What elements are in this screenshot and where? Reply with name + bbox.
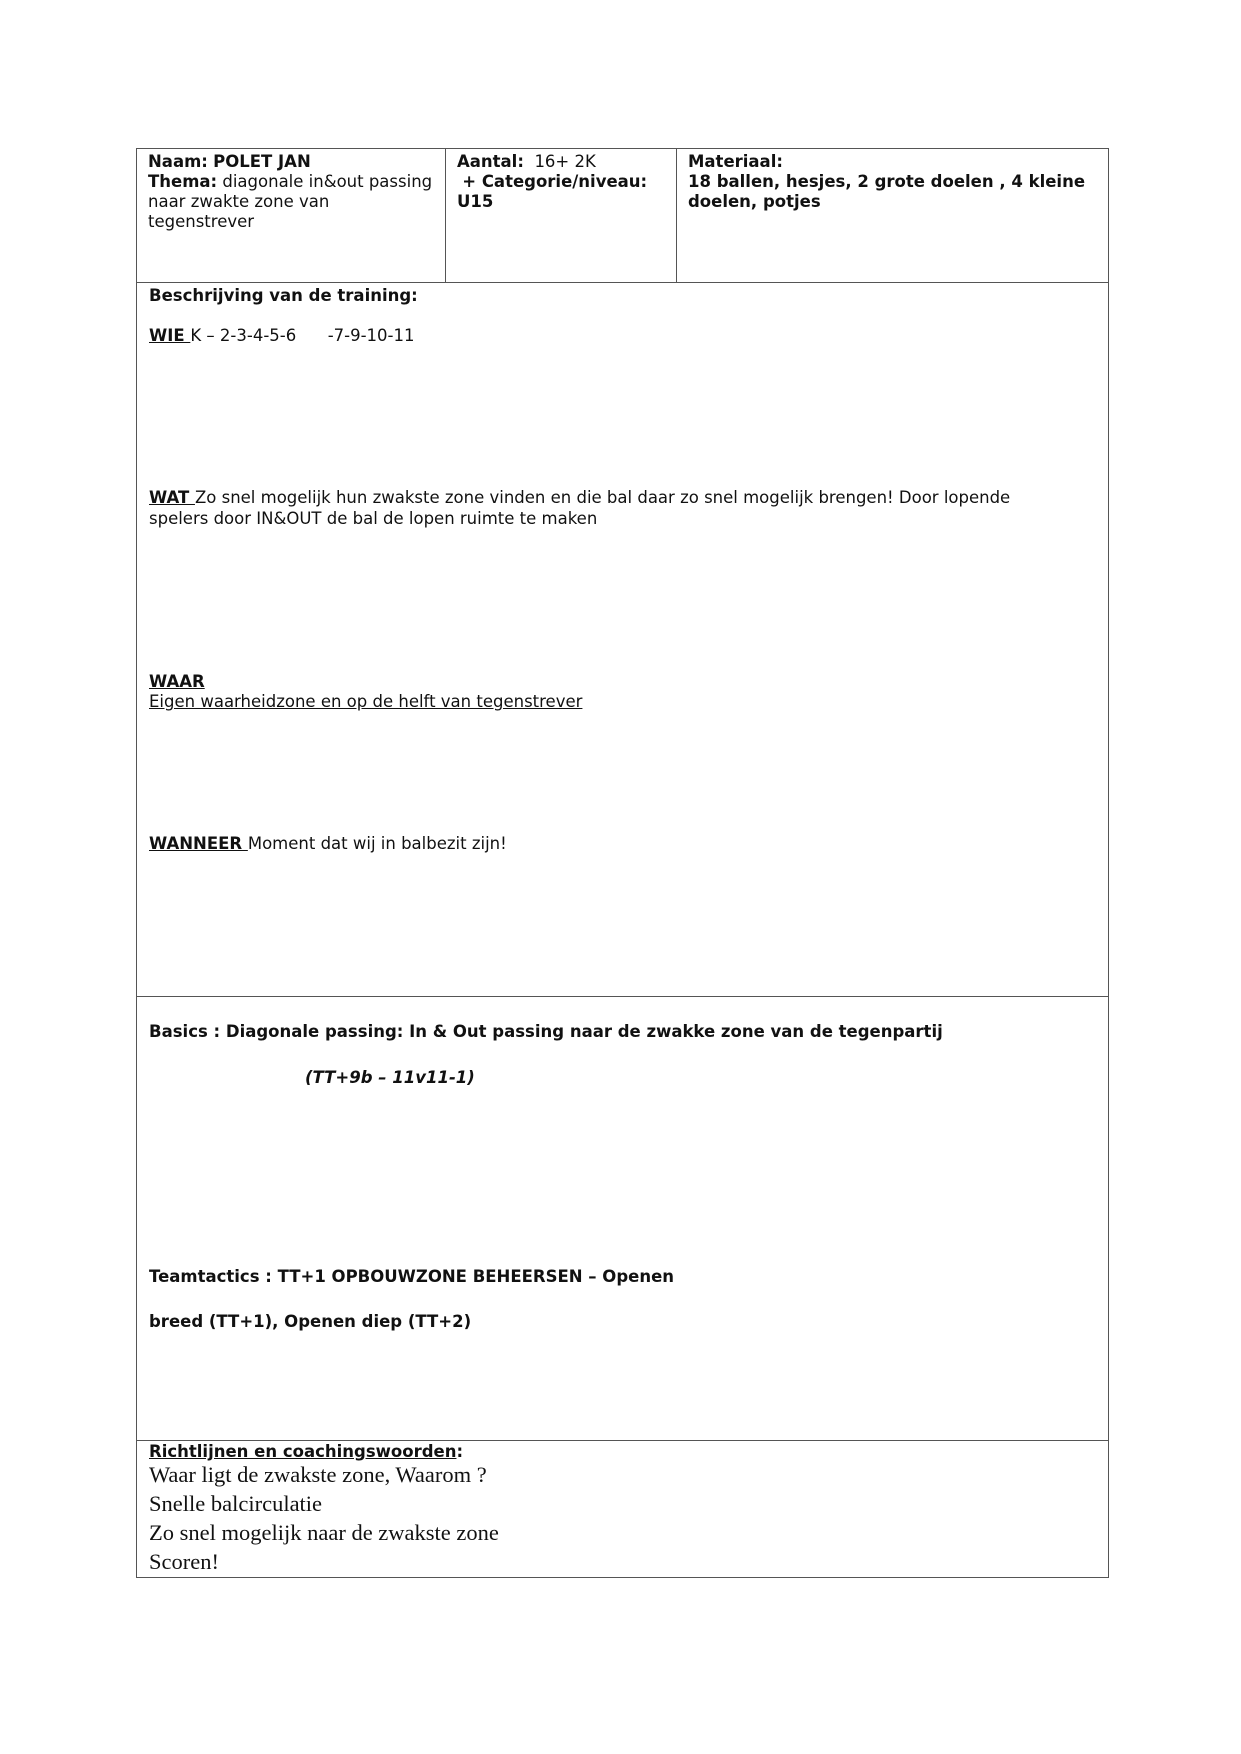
categorie-label: + Categorie/niveau: <box>462 172 648 191</box>
guideline-item: Zo snel mogelijk naar de zwakste zone <box>149 1520 499 1545</box>
wie-value: K – 2-3-4-5-6 -7-9-10-11 <box>190 326 415 345</box>
guideline-item: Snelle balcirculatie <box>149 1491 323 1516</box>
wat-line-1 <box>149 487 1010 508</box>
description-title <box>149 285 418 306</box>
categorie-value: U15 <box>457 192 494 211</box>
wat-value-line2: spelers door IN&OUT de bal de lopen ruimte te maken <box>149 509 598 528</box>
materiaal-value: 18 ballen, hesjes, 2 grote doelen , 4 kleine doelen, potjes <box>688 172 1086 211</box>
wanneer-line <box>149 833 507 854</box>
aantal-value: 16+ 2K <box>534 152 596 171</box>
waar-value-line <box>149 691 582 712</box>
teamtactics-text-1: Teamtactics : TT+1 OPBOUWZONE BEHEERSEN – Openen <box>149 1267 675 1286</box>
wat-line-2 <box>149 508 597 529</box>
aantal-label: Aantal: <box>457 152 524 171</box>
basics-line <box>149 1021 943 1042</box>
count-category-cell <box>446 149 677 282</box>
basics-code: (TT+9b – 11v11-1) <box>305 1068 475 1087</box>
waar-label-line <box>149 671 205 692</box>
waar-label: WAAR <box>149 672 205 691</box>
teamtactics-text-2: breed (TT+1), Openen diep (TT+2) <box>149 1312 472 1331</box>
header-row <box>137 149 1108 282</box>
description-row <box>137 282 1108 996</box>
naam-label: Naam: <box>148 152 208 171</box>
material-cell <box>677 149 1108 282</box>
wat-label: WAT <box>149 488 195 507</box>
guidelines-title-colon: : <box>456 1442 464 1461</box>
teamtactics-line-2 <box>149 1311 471 1332</box>
waar-value: Eigen waarheidzone en op de helft van tegenstrever <box>149 692 583 711</box>
basics-text: Basics : Diagonale passing: In & Out passing naar de zwakke zone van de tegenpartij <box>149 1022 943 1041</box>
wie-line <box>149 325 415 346</box>
wanneer-label: WANNEER <box>149 834 248 853</box>
guidelines-title-text: Richtlijnen en coachingswoorden <box>149 1442 457 1461</box>
name-theme-cell <box>137 149 446 282</box>
guidelines-title <box>149 1441 463 1462</box>
basics-code-line <box>305 1067 475 1088</box>
wie-label: WIE <box>149 326 191 345</box>
guideline-item: Scoren! <box>149 1549 219 1574</box>
training-form-table <box>136 148 1109 1578</box>
guideline-item: Waar ligt de zwakste zone, Waarom ? <box>149 1462 487 1487</box>
wat-value-line1: Zo snel mogelijk hun zwakste zone vinden en die bal daar zo snel mogelijk brengen! Door lopende <box>194 488 1011 507</box>
teamtactics-line-1 <box>149 1266 674 1287</box>
naam-value: POLET JAN <box>213 152 311 171</box>
wanneer-value: Moment dat wij in balbezit zijn! <box>247 834 507 853</box>
materiaal-label: Materiaal: <box>688 152 783 171</box>
guidelines-row <box>137 1440 1108 1577</box>
thema-value: diagonale in&out passing naar zwakte zone van tegenstrever <box>148 172 433 231</box>
basics-row <box>137 996 1108 1440</box>
description-title-text: Beschrijving van de training: <box>149 286 418 305</box>
thema-label: Thema: <box>148 172 218 191</box>
